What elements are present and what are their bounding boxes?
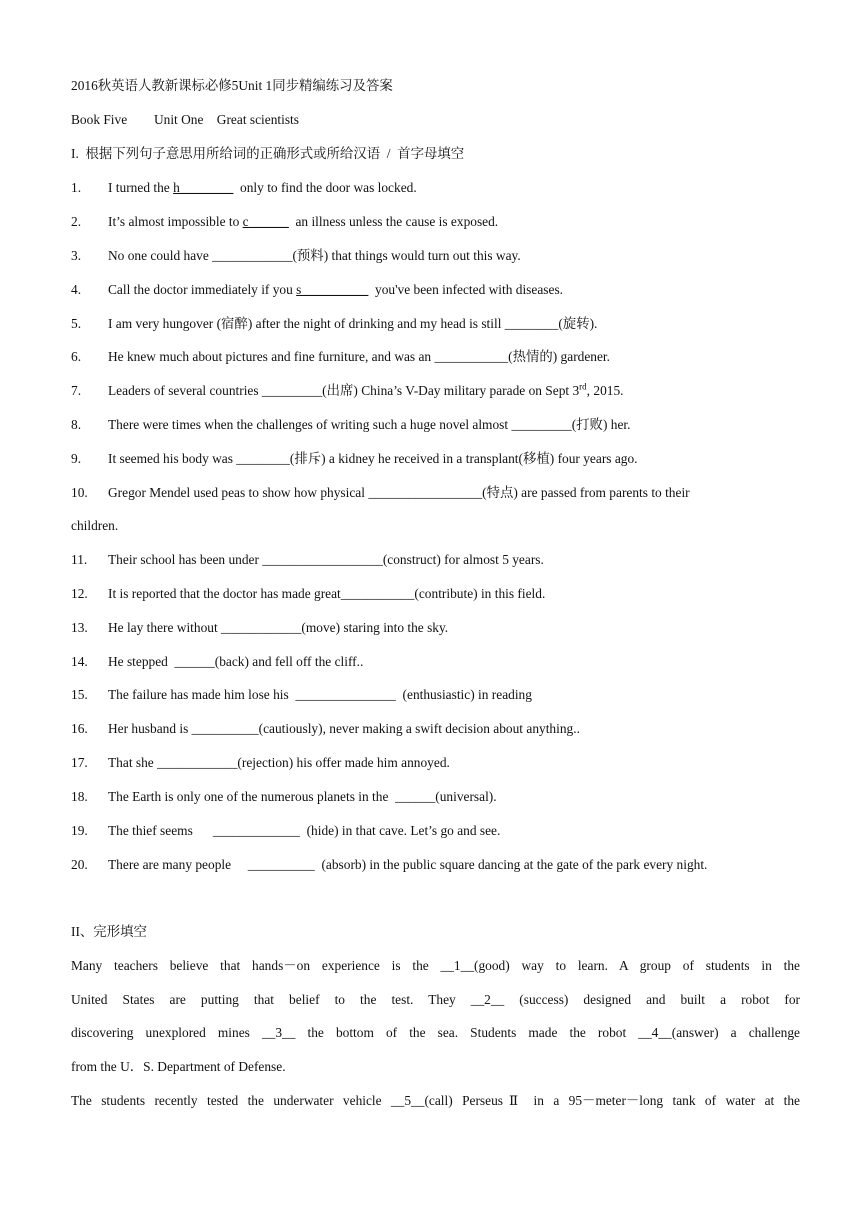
item-text: It seemed his body was ________(排斥) a kidney he received in a transplant(移植) four years ago.	[108, 451, 638, 466]
item-text: He knew much about pictures and fine furniture, and was an ___________(热情的) gardener.	[108, 349, 611, 364]
item-text: It is reported that the doctor has made great___________(contribute) in this field.	[108, 586, 546, 601]
item-text: There were times when the challenges of writing such a huge novel almost _________(打败) her.	[108, 417, 631, 432]
document-subtitle: Book Five Unit One Great scientists	[71, 112, 299, 127]
item-number: 6.	[71, 349, 82, 364]
item-number: 10.	[71, 485, 88, 500]
document-title: 2016秋英语人教新课标必修5Unit 1同步精编练习及答案	[71, 78, 393, 93]
item-number: 2.	[71, 214, 82, 229]
item-number: 18.	[71, 789, 88, 804]
item-text: Their school has been under __________________(construct) for almost 5 years.	[108, 552, 544, 567]
item-number: 5.	[71, 316, 82, 331]
item-number: 8.	[71, 417, 82, 432]
item-number: 1.	[71, 180, 82, 195]
section-1-heading: I. 根据下列句子意思用所给词的正确形式或所给汉语 / 首字母填空	[71, 146, 465, 161]
item-number: 4.	[71, 282, 82, 297]
item-number: 12.	[71, 586, 88, 601]
item-text: Her husband is __________(cautiously), never making a swift decision about anything..	[108, 721, 580, 736]
item-number: 20.	[71, 857, 88, 872]
passage-line: United States are putting that belief to the test. They __2__ (success) designed and built a robot for	[71, 992, 800, 1007]
passage-line: from the U．S. Department of Defense.	[71, 1059, 286, 1074]
item-number: 7.	[71, 383, 82, 398]
item-text: He lay there without ____________(move) staring into the sky.	[108, 620, 449, 635]
item-number: 17.	[71, 755, 88, 770]
item-number: 15.	[71, 687, 88, 702]
item-text: Gregor Mendel used peas to show how physical _________________(特点) are passed from parents to their	[108, 485, 690, 500]
item-text: That she ____________(rejection) his offer made him annoyed.	[108, 755, 450, 770]
item-number: 11.	[71, 552, 88, 567]
item-number: 13.	[71, 620, 88, 635]
passage-line: Many teachers believe that hands－on experience is the __1__(good) way to learn. A group of students in the	[71, 958, 800, 973]
item-text: I turned the h________ only to find the door was locked.	[108, 180, 417, 195]
item-text: The failure has made him lose his _______________ (enthusiastic) in reading	[108, 687, 532, 702]
item-text: There are many people __________ (absorb) in the public square dancing at the gate of the park every night.	[108, 857, 708, 872]
item-text: No one could have ____________(预料) that things would turn out this way.	[108, 248, 521, 263]
section-2-heading: II、完形填空	[71, 924, 147, 939]
item-number: 3.	[71, 248, 82, 263]
item-text: The thief seems _____________ (hide) in that cave. Let’s go and see.	[108, 823, 501, 838]
item-number: 16.	[71, 721, 88, 736]
item-text: Call the doctor immediately if you s__________ you've been infected with diseases.	[108, 282, 563, 297]
item-number: 9.	[71, 451, 82, 466]
item-text: It’s almost impossible to c______ an illness unless the cause is exposed.	[108, 214, 499, 229]
item-number: 14.	[71, 654, 88, 669]
item-text: He stepped ______(back) and fell off the cliff..	[108, 654, 364, 669]
passage-line: discovering unexplored mines __3__ the bottom of the sea. Students made the robot __4__(answer) a challenge	[71, 1025, 800, 1040]
passage-line: The students recently tested the underwater vehicle __5__(call) PerseusⅡ in a 95－meter－long tank of water at the	[71, 1093, 800, 1108]
item-number: 19.	[71, 823, 88, 838]
item-text: Leaders of several countries _________(出席) China’s V-Day military parade on Sept 3rd, 2015.	[108, 381, 624, 398]
item-text: I am very hungover (宿醉) after the night of drinking and my head is still ________(旋转).	[108, 316, 598, 331]
item-text: The Earth is only one of the numerous planets in the ______(universal).	[108, 789, 497, 804]
item-text-continuation: children.	[71, 518, 119, 533]
